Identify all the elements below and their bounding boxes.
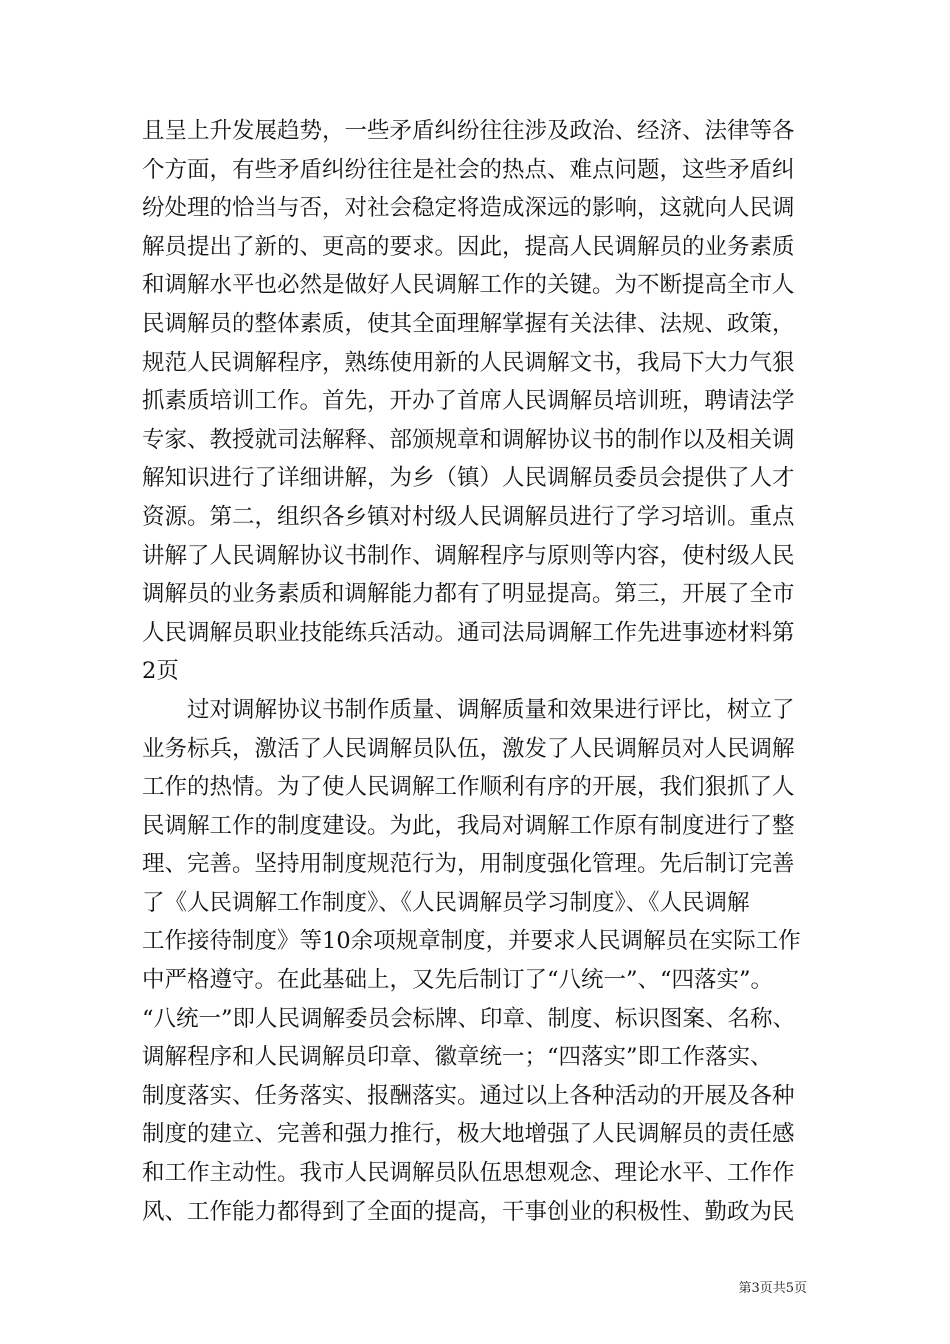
text-line: 工作接待制度》等10余项规章制度，并要求人民调解员在实际工作 xyxy=(142,928,801,955)
text-line: 民调解员的整体素质，使其全面理解掌握有关法律、法规、政策， xyxy=(142,310,795,337)
text-line: 调解员的业务素质和调解能力都有了明显提高。第三，开展了全市 xyxy=(142,581,795,608)
text-line: 和工作主动性。我市人民调解员队伍思想观念、理论水平、工作作 xyxy=(142,1160,795,1187)
document-body xyxy=(142,112,812,1231)
text-line: 业务标兵，激活了人民调解员队伍，激发了人民调解员对人民调解 xyxy=(142,735,795,762)
text-line: 制度落实、任务落实、报酬落实。通过以上各种活动的开展及各种 xyxy=(142,1082,795,1109)
text-line: “八统一”即人民调解委员会标牌、印章、制度、标识图案、名称、 xyxy=(142,1005,796,1032)
text-line: 理、完善。坚持用制度规范行为，用制度强化管理。先后制订完善 xyxy=(142,851,795,878)
text-line: 资源。第二，组织各乡镇对村级人民调解员进行了学习培训。重点 xyxy=(142,503,795,530)
text-line: 纷处理的恰当与否，对社会稳定将造成深远的影响，这就向人民调 xyxy=(142,195,795,222)
text-line: 规范人民调解程序，熟练使用新的人民调解文书，我局下大力气狠 xyxy=(142,349,795,376)
text-line: 工作的热情。为了使人民调解工作顺利有序的开展，我们狠抓了人 xyxy=(142,774,795,801)
text-line: 专家、教授就司法解释、部颁规章和调解协议书的制作以及相关调 xyxy=(142,426,795,453)
text-line: 了《人民调解工作制度》、《人民调解员学习制度》、《人民调解 xyxy=(142,889,750,916)
text-line: 解知识进行了详细讲解，为乡（镇）人民调解员委员会提供了人才 xyxy=(142,465,795,492)
paragraph-2 xyxy=(142,691,812,1231)
text-line: 和调解水平也必然是做好人民调解工作的关键。为不断提高全市人 xyxy=(142,272,795,299)
text-line: 民调解工作的制度建设。为此，我局对调解工作原有制度进行了整 xyxy=(142,812,795,839)
paragraph-1 xyxy=(142,112,812,691)
text-line: 调解程序和人民调解员印章、徽章统一；“四落实”即工作落实、 xyxy=(142,1044,773,1071)
text-line: 解员提出了新的、更高的要求。因此，提高人民调解员的业务素质 xyxy=(142,233,795,260)
text-line: 制度的建立、完善和强力推行，极大地增强了人民调解员的责任感 xyxy=(142,1121,795,1148)
text-line: 过对调解协议书制作质量、调解质量和效果进行评比，树立了 xyxy=(187,696,795,723)
text-line: 中严格遵守。在此基础上，又先后制订了“八统一”、“四落实”。 xyxy=(142,967,774,994)
text-line: 讲解了人民调解协议书制作、调解程序与原则等内容，使村级人民 xyxy=(142,542,795,569)
text-line: 抓素质培训工作。首先，开办了首席人民调解员培训班，聘请法学 xyxy=(142,388,795,415)
page-number: 第3页共5页 xyxy=(738,1281,807,1296)
text-line: 风、工作能力都得到了全面的提高，干事创业的积极性、勤政为民 xyxy=(142,1198,795,1225)
text-line: 2页 xyxy=(142,658,179,685)
text-line: 且呈上升发展趋势，一些矛盾纠纷往往涉及政治、经济、法律等各 xyxy=(142,118,795,144)
text-line: 个方面，有些矛盾纠纷往往是社会的热点、难点问题，这些矛盾纠 xyxy=(142,156,795,183)
text-line: 人民调解员职业技能练兵活动。通司法局调解工作先进事迹材料第 xyxy=(142,619,795,646)
